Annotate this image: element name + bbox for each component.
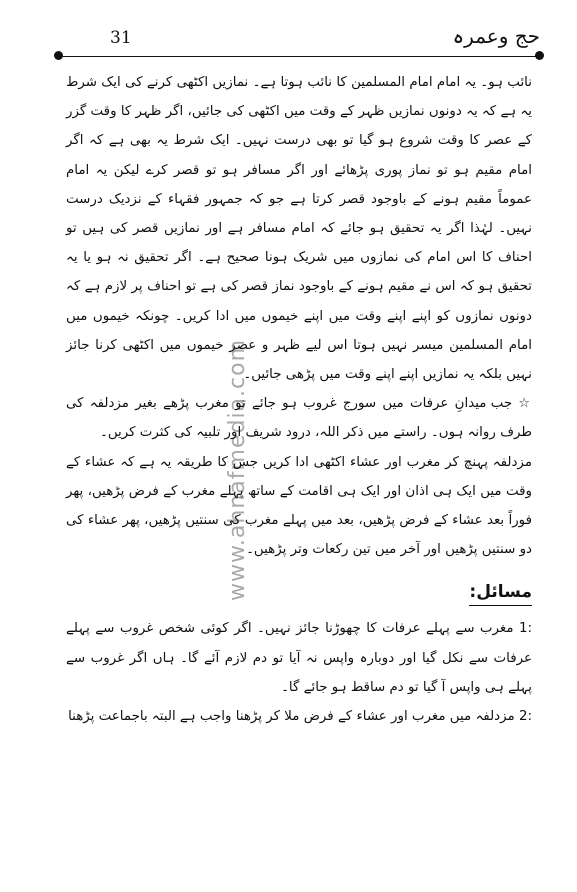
- header-rule: [58, 56, 540, 57]
- paragraph-3: مزدلفہ پہنچ کر مغرب اور عشاء اکٹھی ادا کریں جس کا طریقہ یہ ہے کہ عشاء کے وقت میں ایک ہی اذان اور ایک ہی اقامت کے ساتھ پہلے مغرب کے فرض پڑھیں، پھر فوراً بعد عشاء کے فرض پڑھیں، بعد میں پہلے مغرب کی سنتیں پڑھیں، پھر عشاء کی دو سنتیں پڑھیں اور آخر میں تین رکعات وتر پڑھیں۔: [66, 454, 532, 558]
- page-number: 31: [110, 28, 132, 48]
- issue-text: مغرب سے پہلے عرفات کا چھوڑنا جائز نہیں۔ اگر کوئی شخص غروب سے پہلے عرفات سے نکل گیا اور دوبارہ واپس نہ آیا تو دم لازم آئے گا۔ ہاں اگر غروب سے پہلے ہی واپس آ گیا تو دم ساقط ہو جائے گا۔: [66, 621, 532, 695]
- issue-item: [66, 702, 532, 731]
- page-body: [66, 68, 532, 731]
- star-icon: ☆: [518, 396, 532, 412]
- watermark: www.ahnafmedia.com: [225, 338, 250, 602]
- running-header: [58, 22, 540, 56]
- issue-text: مزدلفہ میں مغرب اور عشاء کے فرض ملا کر پڑھنا واجب ہے البتہ باجماعت پڑھنا: [68, 709, 515, 725]
- section-heading: مسائل:: [469, 579, 532, 606]
- paragraph-2-text: جب میدانِ عرفات میں سورج غروب ہو جائے تو مغرب پڑھے بغیر مزدلفہ کی طرف روانہ ہوں۔ راستے میں ذکر اللہ، درود شریف اور تلبیہ کی کثرت کریں۔: [66, 396, 532, 441]
- issue-number: 2:: [518, 709, 532, 725]
- rule-dot-left-icon: [54, 51, 63, 60]
- header-title: حج وعمرہ: [452, 24, 540, 48]
- section-heading-row: [66, 578, 532, 610]
- issue-item: [66, 614, 532, 702]
- rule-dot-right-icon: [535, 51, 544, 60]
- paragraph-2: [66, 389, 532, 447]
- paragraph-1: نائب ہو۔ یہ امام امام المسلمین کا نائب ہوتا ہے۔ نمازیں اکٹھی کرنے کی ایک شرط یہ ہے کہ یہ دونوں نمازیں ظہر کے وقت میں اکٹھی کی جائیں، اگر ظہر کا وقت گزر کے عصر کا وقت شروع ہو گیا تو بھی درست نہیں۔ ایک شرط یہ بھی ہے کہ اگر امام مقیم ہو تو نماز پوری پڑھائے اور اگر مسافر ہو تو قصر کرے لیکن یہ امام عموماً مقیم ہونے کے باوجود قصر کرتا ہے جو کہ جمہور فقہاء کے نزدیک درست نہیں۔ لہٰذا اگر یہ تحقیق ہو جائے کہ امام مسافر ہے اور نمازیں قصر کی ہیں تو احناف کا اس امام کی نمازوں میں شریک ہونا صحیح ہے۔ اگر تحقیق نہ ہو یا یہ تحقیق ہو کہ اس نے مقیم ہونے کے باوجود نماز قصر کی ہے تو احناف پر لازم ہے کہ دونوں نمازوں کو اپنے اپنے وقت میں اپنے خیموں میں ادا کریں۔ چونکہ خیموں میں امام المسلمین میسر نہیں ہوتا اس لیے ظہر و عصر خیموں میں اکٹھی کرنا جائز نہیں بلکہ یہ نمازیں اپنے اپنے وقت میں پڑھی جائیں۔: [66, 75, 532, 383]
- issue-number: 1:: [518, 621, 532, 637]
